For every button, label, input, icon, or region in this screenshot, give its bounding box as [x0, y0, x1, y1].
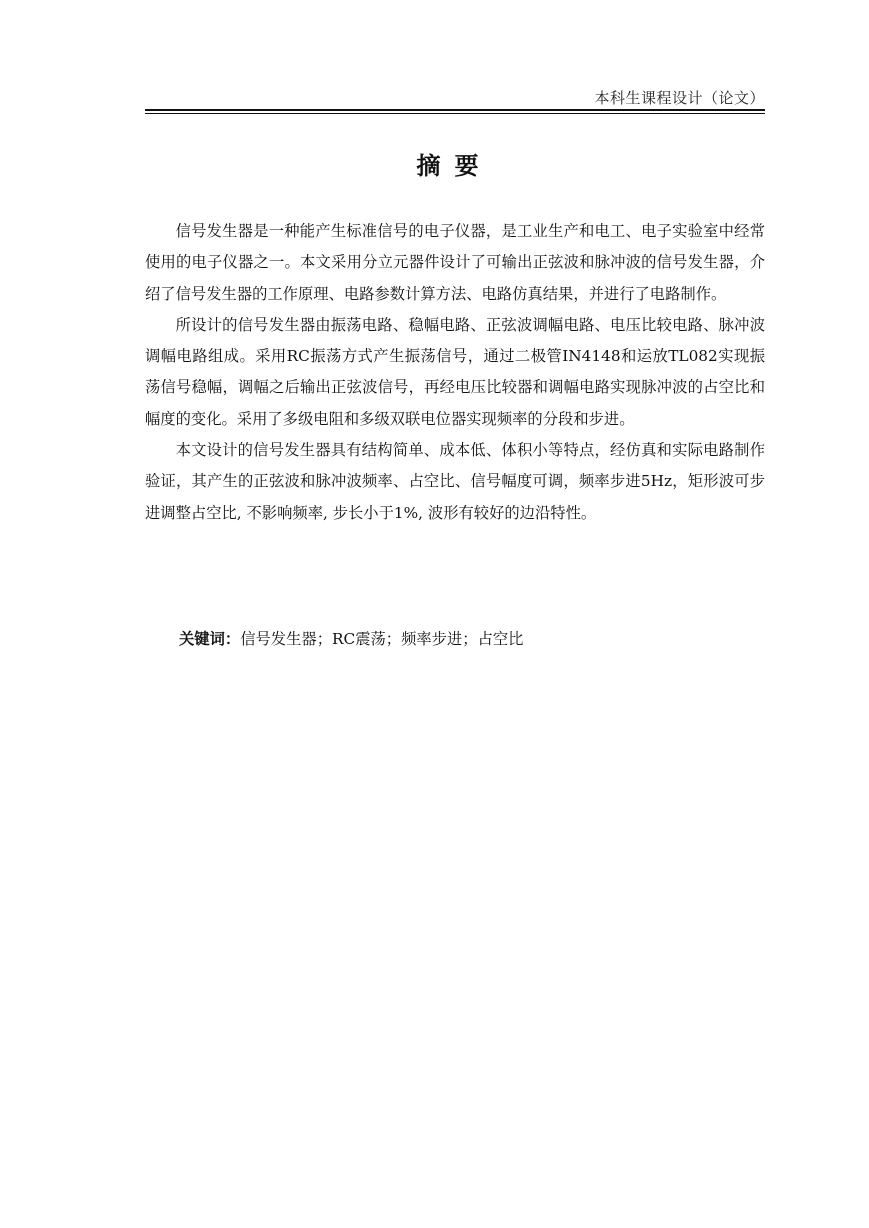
abstract-paragraph-2: 所设计的信号发生器由振荡电路、稳幅电路、正弦波调幅电路、电压比较电路、脉冲波调幅电路组成。采用RC振荡方式产生振荡信号，通过二极管IN4148和运放TL082实现振荡信号稳幅，调幅之后输出正弦波信号，再经电压比较器和调幅电路实现脉冲波的占空比和幅度的变化。采用了多级电阻和多级双联电位器实现频率的分段和步进。: [145, 315, 765, 428]
keywords-label: 关键词：: [179, 630, 241, 648]
abstract-title: 摘要: [416, 152, 493, 180]
keywords-line: [179, 627, 523, 651]
header-rule-thick: [145, 109, 765, 111]
abstract-body: [145, 216, 765, 529]
keywords-value: 信号发生器；RC震荡；频率步进；占空比: [240, 630, 524, 648]
running-header: 本科生课程设计（论文）: [594, 89, 765, 107]
abstract-paragraph-3: 本文设计的信号发生器具有结构简单、成本低、体积小等特点，经仿真和实际电路制作验证，其产生的正弦波和脉冲波频率、占空比、信号幅度可调，频率步进5Hz，矩形波可步进调整占空比, 不影响频率, 步长小于1%, 波形有较好的边沿特性。: [145, 441, 765, 522]
header-rule-thin: [145, 113, 765, 114]
abstract-paragraph-1: 信号发生器是一种能产生标准信号的电子仪器，是工业生产和电工、电子实验室中经常使用的电子仪器之一。本文采用分立元器件设计了可输出正弦波和脉冲波的信号发生器，介绍了信号发生器的工作原理、电路参数计算方法、电路仿真结果，并进行了电路制作。: [145, 222, 765, 303]
